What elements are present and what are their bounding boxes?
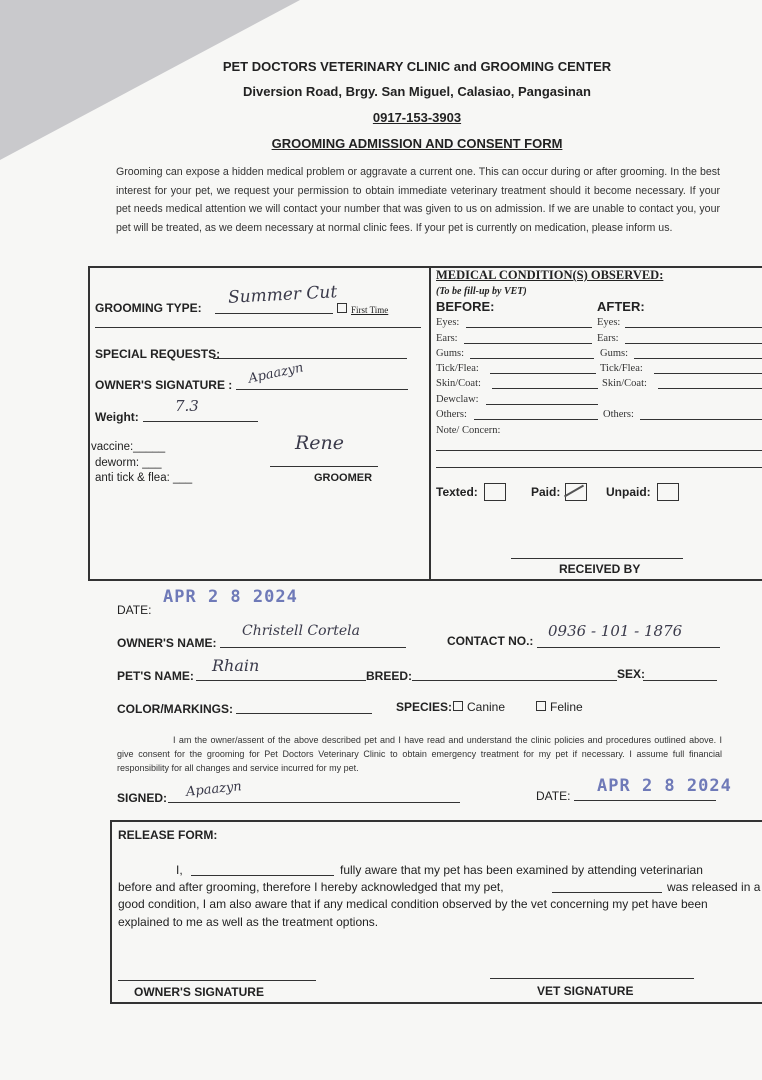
groomer-value[interactable]: Rene [295,432,345,454]
owner-name-value[interactable]: Christell Cortela [242,623,360,639]
breed-line[interactable] [412,680,617,681]
texted-label: Texted: [436,485,478,499]
canine-label: Canine [467,700,506,714]
received-by-label: RECEIVED BY [559,562,641,576]
contact-line [537,647,720,648]
after-eyes-label: Eyes: [597,317,621,328]
release-pet-line[interactable] [552,892,662,893]
medical-title: MEDICAL CONDITION(S) OBSERVED: [436,268,664,282]
color-markings-label: COLOR/MARKINGS: [117,702,233,716]
feline-label: Feline [550,700,583,714]
box-divider [429,266,431,579]
received-by-line [511,558,683,559]
note-concern-label: Note/ Concern: [436,425,501,436]
sex-label: SEX: [617,667,646,681]
before-ears-label: Ears: [436,333,458,344]
pet-name-value[interactable]: Rhain [212,656,260,675]
release-line2-start: before and after grooming, therefore I hereby acknowledged that my pet, [118,880,504,894]
owner-sig-label: OWNER'S SIGNATURE [134,985,264,999]
canine-option[interactable] [453,700,505,714]
release-name-line[interactable] [191,875,334,876]
texted-checkbox[interactable] [484,483,506,501]
release-line2-end: was released in a [667,880,761,894]
before-gums-line[interactable] [470,358,594,359]
first-time-label: First Time [351,305,389,315]
pet-name-line [196,680,366,681]
after-skincoat-line[interactable] [658,388,762,389]
after-gums-label: Gums: [600,348,629,359]
after-gums-line[interactable] [634,358,762,359]
before-skincoat-label: Skin/Coat: [436,378,481,389]
sex-line[interactable] [643,680,717,681]
unpaid-label: Unpaid: [606,485,651,499]
before-dewclaw-line[interactable] [486,404,598,405]
note-line-2[interactable] [436,467,762,468]
contact-label: CONTACT NO.: [447,634,534,648]
after-skincoat-label: Skin/Coat: [602,378,647,389]
feline-checkbox[interactable] [536,701,546,711]
after-label: AFTER: [597,299,645,314]
after-ears-line[interactable] [625,343,762,344]
after-eyes-line[interactable] [625,327,762,328]
weight-line [143,421,258,422]
intro-paragraph: Grooming can expose a hidden medical problem or aggravate a current one. This can occur during or after grooming. In the best interest for your pet, we request your permission to obtain immediate veterinary treatment should it become necessary. If your pet needs medical attention we will contact your number that was given to us on admission. If we are unable to contact you, your pet will be treated, as we deem necessary at normal clinic fees. If your pet is currently on medication, please inform us. [116,166,720,234]
grooming-type-label: GROOMING TYPE: [95,301,202,315]
release-box [110,820,762,1004]
owner-name-line [220,647,406,648]
signed-value[interactable]: Apaazyn [185,779,243,800]
date-stamp[interactable]: APR 2 8 2024 [163,587,298,607]
signed-label: SIGNED: [117,791,168,805]
canine-checkbox[interactable] [453,701,463,711]
vaccine-label: vaccine:_____ [91,441,166,453]
after-others-label: Others: [603,409,634,420]
before-ears-line[interactable] [464,343,592,344]
after-tickflea-line[interactable] [654,373,762,374]
before-gums-label: Gums: [436,348,465,359]
owner-signature-value[interactable]: Apaazyn [247,360,305,387]
special-requests-label: SPECIAL REQUESTS: [95,347,221,361]
medical-subtitle: (To be fill-up by VET) [436,286,527,297]
release-line4: explained to me as well as the treatment options. [118,915,379,929]
first-time-checkbox[interactable] [337,303,347,313]
before-others-line[interactable] [474,419,598,420]
grooming-type-line [215,313,333,314]
groomer-line [270,466,378,467]
owner-signature-label: OWNER'S SIGNATURE : [95,378,233,392]
after-others-line[interactable] [640,419,762,420]
release-line1-start: I, [176,863,183,877]
note-line-1[interactable] [436,450,762,451]
paid-label: Paid: [531,485,561,499]
weight-value[interactable]: 7.3 [175,397,199,415]
contact-value[interactable]: 0936 - 101 - 1876 [548,622,683,640]
consent-text: I am the owner/assent of the above described pet and I have read and understand the clinic policies and procedures outlined above. I give consent for the grooming for Pet Doctors Veterinary Clinic to obtain emergency treatment for my pet if necessary. I assume full financial responsibility for all changes and service incurred for my pet. [117,735,722,773]
release-line3: good condition, I am also aware that if any medical condition observed by the vet concerning my pet have been [118,897,708,911]
groomer-label: GROOMER [314,472,373,484]
before-skincoat-line[interactable] [492,388,598,389]
owner-signature-line [236,389,408,390]
date2-label: DATE: [536,789,571,803]
breed-label: BREED: [366,669,413,683]
before-tickflea-label: Tick/Flea: [436,363,479,374]
before-eyes-line[interactable] [466,327,592,328]
release-title: RELEASE FORM: [118,828,218,842]
weight-label: Weight: [95,410,139,424]
vet-sig-label: VET SIGNATURE [537,984,634,998]
owner-sig-line[interactable] [118,980,316,981]
feline-option[interactable] [536,700,583,714]
antitick-label: anti tick & flea: ___ [95,472,193,484]
before-tickflea-line[interactable] [490,373,596,374]
deworm-label: deworm: ___ [95,457,162,469]
vet-sig-line[interactable] [490,978,694,979]
before-dewclaw-label: Dewclaw: [436,394,479,405]
after-ears-label: Ears: [597,333,619,344]
grooming-type-line-2 [95,327,421,328]
clinic-name: PET DOCTORS VETERINARY CLINIC and GROOMING CENTER [222,59,612,74]
date2-stamp[interactable]: APR 2 8 2024 [597,776,732,796]
clinic-phone: 0917-153-3903 [372,110,462,125]
release-line1-end: fully aware that my pet has been examined by attending veterinarian [340,863,703,877]
before-eyes-label: Eyes: [436,317,460,328]
form-title: GROOMING ADMISSION AND CONSENT FORM [271,136,563,151]
species-label: SPECIES: [396,700,453,714]
owner-name-label: OWNER'S NAME: [117,636,217,650]
grooming-type-value[interactable]: Summer Cut [227,282,338,308]
first-time-option[interactable] [337,303,388,315]
signed-line [168,802,460,803]
pet-name-label: PET'S NAME: [117,669,194,683]
date2-line [574,800,716,801]
before-others-label: Others: [436,409,467,420]
after-tickflea-label: Tick/Flea: [600,363,643,374]
date-label: DATE: [117,603,152,617]
color-markings-line[interactable] [236,713,372,714]
special-requests-line[interactable] [213,358,407,359]
before-label: BEFORE: [436,299,495,314]
clinic-address: Diversion Road, Brgy. San Miguel, Calasiao, Pangasinan [243,84,591,99]
unpaid-checkbox[interactable] [657,483,679,501]
